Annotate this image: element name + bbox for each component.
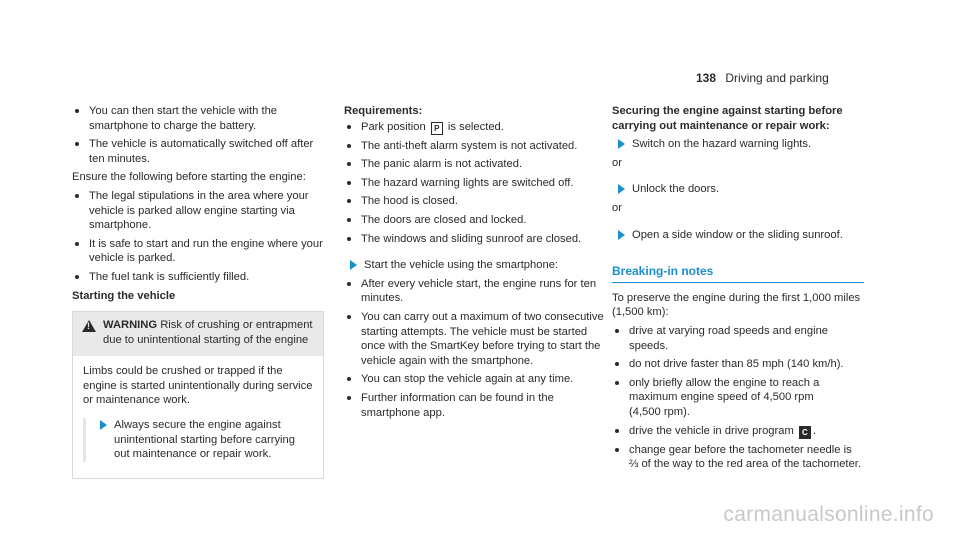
bullet-list bbox=[72, 189, 324, 285]
warning-body bbox=[73, 356, 323, 478]
warning-label: WARNING bbox=[103, 319, 158, 332]
securing-heading: Securing the engine against starting before carrying out maintenance or repair work: bbox=[612, 105, 843, 132]
or-text: or bbox=[612, 201, 622, 214]
list-item: do not drive faster than 85 mph (140 km/h). bbox=[612, 357, 864, 372]
list-item: After every vehicle start, the engine runs for ten minutes. bbox=[344, 277, 604, 306]
list-item: You can then start the vehicle with the smartphone to charge the battery. bbox=[72, 104, 324, 133]
arrow-right-icon bbox=[100, 420, 107, 430]
list-item: The doors are closed and locked. bbox=[344, 213, 604, 228]
breaking-in-intro: To preserve the engine during the first 1,000 miles (1,500 km): bbox=[612, 291, 861, 319]
list-item: only briefly allow the engine to reach a maximum engine speed of 4,500 rpm (4,500 rpm). bbox=[612, 376, 864, 420]
list-item: The fuel tank is sufficiently filled. bbox=[72, 270, 324, 285]
drive-program-comfort-icon: C bbox=[799, 426, 811, 439]
arrow-right-icon bbox=[618, 139, 625, 149]
park-position-icon: P bbox=[431, 122, 443, 135]
requirements-heading: Requirements: bbox=[344, 105, 423, 117]
page-number: 138 bbox=[696, 71, 717, 85]
list-item: The hood is closed. bbox=[344, 194, 604, 209]
step-hazard-lights: Switch on the hazard warning lights. bbox=[612, 137, 864, 152]
warning-action-block bbox=[83, 418, 313, 462]
list-item: The legal stipulations in the area where your vehicle is parked allow engine starting via smartphone. bbox=[72, 189, 324, 233]
list-item: The anti-theft alarm system is not activated. bbox=[344, 139, 604, 154]
breaking-in-list bbox=[612, 324, 864, 472]
list-item: The vehicle is automatically switched off after ten minutes. bbox=[72, 137, 324, 166]
warning-triangle-icon bbox=[82, 320, 96, 332]
list-item: Park position P is selected. bbox=[344, 120, 604, 135]
list-item: You can carry out a maximum of two consecutive starting attempts. The vehicle must be started once with the SmartKey before trying to start the vehicle again with the smartphone. bbox=[344, 310, 604, 368]
column-right bbox=[612, 104, 864, 476]
ensure-text: Ensure the following before starting the engine: bbox=[72, 171, 306, 184]
list-item: drive at varying road speeds and engine speeds. bbox=[612, 324, 864, 353]
warning-box bbox=[72, 311, 324, 479]
or-text: or bbox=[612, 156, 622, 169]
list-item: drive the vehicle in drive program C . bbox=[612, 424, 864, 439]
warning-text: Risk of crushing or entrapment due to unintentional starting of the engine bbox=[103, 319, 313, 346]
requirements-list bbox=[344, 120, 604, 247]
column-left bbox=[72, 104, 324, 479]
list-item: The panic alarm is not activated. bbox=[344, 157, 604, 172]
arrow-right-icon bbox=[618, 184, 625, 194]
list-item: change gear before the tachometer needle is ⅔ of the way to the red area of the tachometer. bbox=[612, 443, 864, 472]
warning-header bbox=[73, 312, 323, 356]
list-item: Further information can be found in the smartphone app. bbox=[344, 391, 604, 420]
starting-heading: Starting the vehicle bbox=[72, 289, 176, 302]
section-title: Driving and parking bbox=[725, 71, 829, 85]
bullet-list bbox=[72, 104, 324, 166]
breaking-in-heading: Breaking-in notes bbox=[612, 264, 864, 283]
list-item: The windows and sliding sunroof are closed. bbox=[344, 232, 604, 247]
step-open-window: Open a side window or the sliding sunroof. bbox=[612, 228, 864, 243]
step-unlock-doors: Unlock the doors. bbox=[612, 182, 864, 197]
bullet-list bbox=[344, 277, 604, 420]
column-middle bbox=[344, 104, 604, 424]
list-item: You can stop the vehicle again at any time. bbox=[344, 372, 604, 387]
start-action: Start the vehicle using the smartphone: bbox=[344, 258, 604, 273]
arrow-right-icon bbox=[618, 230, 625, 240]
watermark: carmanualsonline.info bbox=[723, 503, 934, 526]
warning-body-text: Limbs could be crushed or trapped if the engine is started unintentionally during service or maintenance work. bbox=[83, 365, 313, 407]
arrow-right-icon bbox=[350, 260, 357, 270]
page-header bbox=[696, 71, 829, 85]
list-item: It is safe to start and run the engine where your vehicle is parked. bbox=[72, 237, 324, 266]
list-item: The hazard warning lights are switched off. bbox=[344, 176, 604, 191]
warning-action: Always secure the engine against unintentional starting before carrying out maintenance or repair work. bbox=[94, 418, 313, 462]
